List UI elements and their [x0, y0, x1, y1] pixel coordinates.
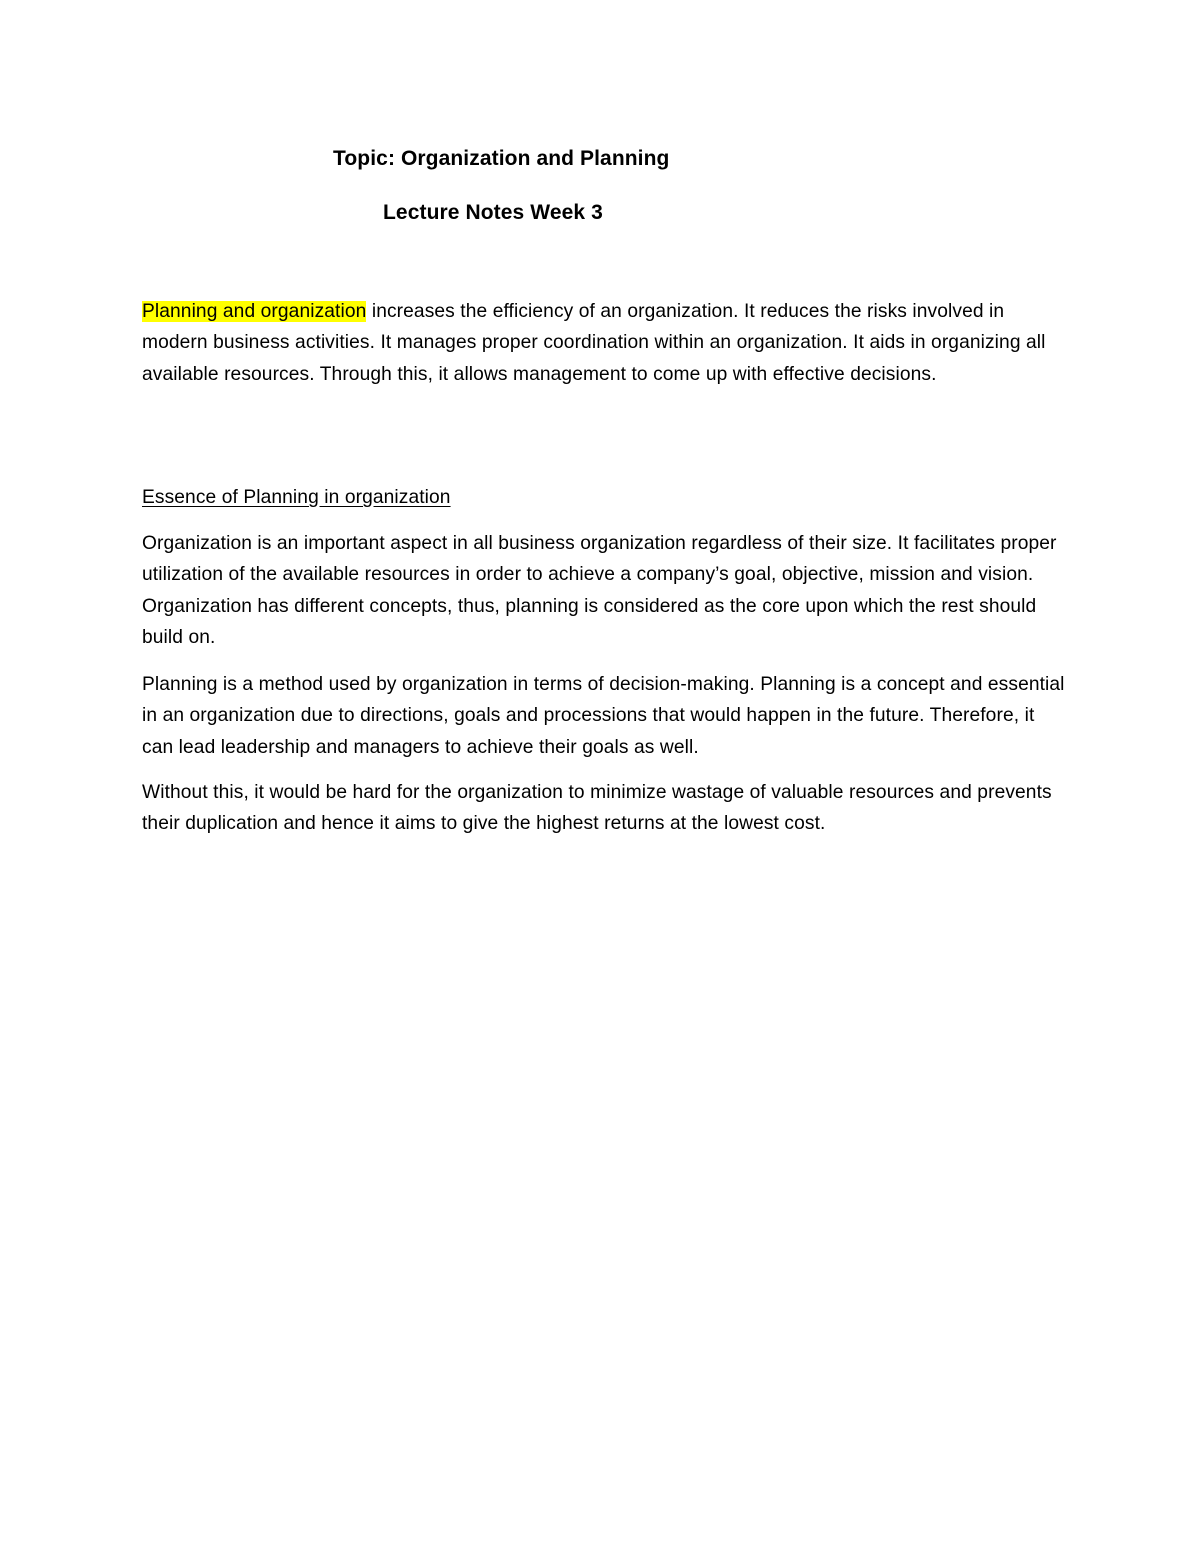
intro-paragraph [142, 296, 1067, 390]
body-paragraph-1: Organization is an important aspect in all business organization regardless of their size. It facilitates proper utilization of the available resources in order to achieve a company’s goal, objective, mission and vision. Organization has different concepts, thus, planning is considered as the core upon which the rest should build on. [142, 533, 1057, 648]
intro-paragraph-text: increases the efficiency of an organization. It reduces the risks involved in modern business activities. It manages proper coordination within an organization. It aids in organizing all available resources. Through this, it allows management to come up with effective decisions. [142, 301, 1046, 385]
section-heading-text: Essence of Planning in organization [142, 487, 451, 508]
body-paragraph-3: Without this, it would be hard for the organization to minimize wastage of valuable resources and prevents their duplication and hence it aims to give the highest returns at the lowest cost. [142, 782, 1052, 835]
body-paragraph-2: Planning is a method used by organization in terms of decision-making. Planning is a concept and essential in an organization due to directions, goals and processions that would happen in the future. Therefore, it can lead leadership and managers to achieve their goals as well. [142, 674, 1065, 758]
highlighted-lead-text: Planning and organization [142, 301, 367, 322]
section-heading [142, 482, 1067, 513]
document-title: Topic: Organization and Planning [333, 147, 670, 170]
document-subtitle: Lecture Notes Week 3 [383, 201, 603, 224]
